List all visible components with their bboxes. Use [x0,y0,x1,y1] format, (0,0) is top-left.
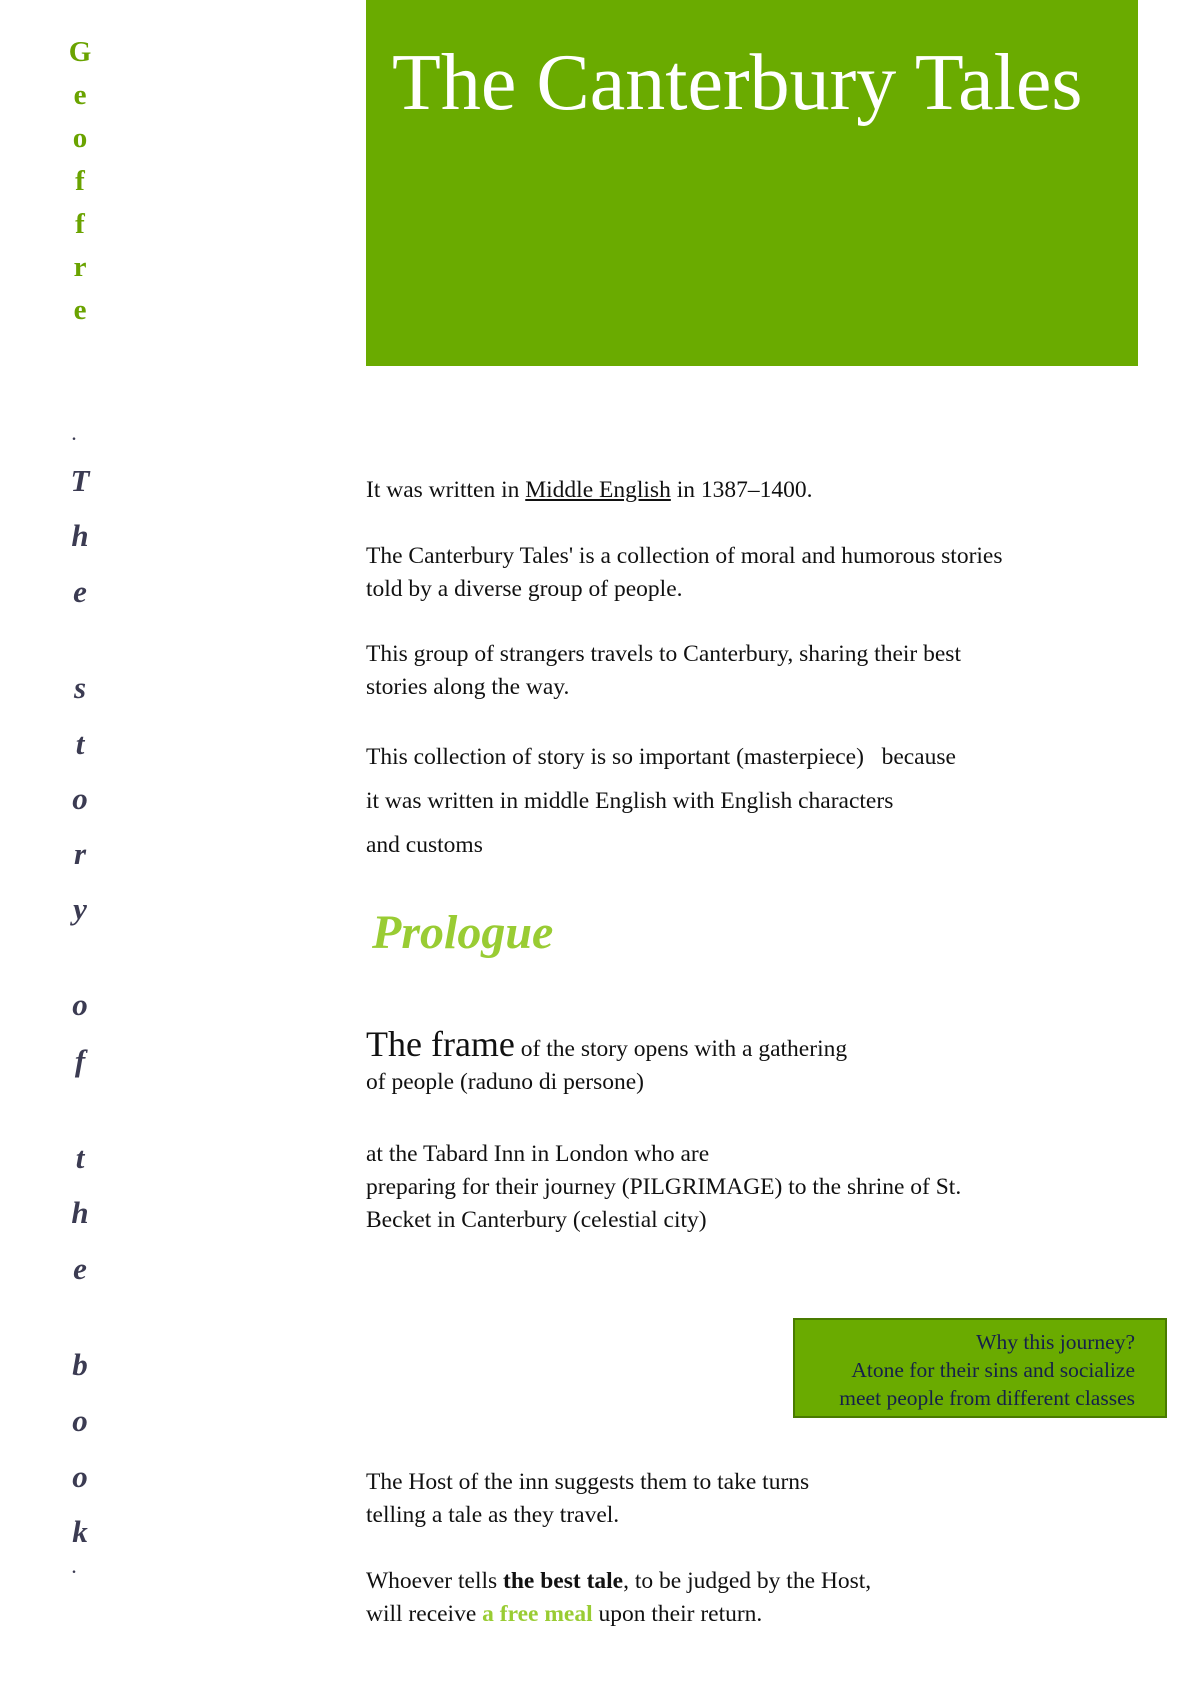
sidebar-letter: o [72,987,88,1022]
sidebar-letter: b [72,1347,88,1382]
text-span: It was written in [366,477,526,503]
sidebar-letter: e [73,574,87,609]
section-heading-prologue: Prologue [372,906,554,959]
sidebar-letter: r [73,251,87,283]
callout-line: Atone for their sins and socialize [851,1358,1135,1382]
intro-paragraph-4 [366,735,956,867]
text-span: , to be judged by the Host, [623,1568,872,1594]
sidebar-letter: G [68,36,92,68]
callout-box [793,1318,1167,1418]
callout-line: Why this journey? [976,1330,1135,1354]
text-line: preparing for their journey (PILGRIMAGE) to the shrine of St. [366,1174,962,1200]
sidebar-letter: h [71,1195,89,1230]
text-line: The Host of the inn suggests them to take turns [366,1469,810,1495]
callout-line: meet people from different classes [839,1386,1135,1410]
sidebar-letter: s [73,670,87,705]
intro-paragraph-1 [366,474,812,507]
text-line: This collection of story is so important (masterpiece) because [366,744,956,770]
page-title: The Canterbury Tales [392,39,1083,127]
text-line: it was written in middle English with English characters [366,788,894,814]
text-line: This group of strangers travels to Canterbury, sharing their best [366,641,961,667]
sidebar-letter: e [73,79,87,111]
sidebar-letter: o [72,781,88,816]
sidebar-dot: . [71,1553,77,1578]
sidebar-letter: h [71,518,89,553]
sidebar-letter: o [72,1403,88,1438]
text-line: telling a tale as they travel. [366,1502,620,1528]
sidebar-letter: e [73,294,87,326]
text-line: The Canterbury Tales' is a collection of moral and humorous stories [366,543,1003,569]
sidebar-letter: o [72,1459,88,1494]
sidebar-letter: f [75,165,85,197]
inn-paragraph [366,1138,961,1237]
text-span: in 1387–1400. [670,477,813,503]
frame-paragraph [366,1024,848,1099]
text-line: told by a diverse group of people. [366,576,683,602]
sidebar-letter: r [73,836,87,871]
middle-english-link: Middle English [525,477,671,503]
sidebar-letter: k [72,1514,88,1549]
intro-paragraph-3 [366,638,961,704]
sidebar-letter: t [75,726,85,761]
text-line: stories along the way. [366,674,570,700]
reward-paragraph [366,1565,871,1631]
sidebar-letter: f [74,1043,86,1078]
host-paragraph [366,1466,809,1532]
free-meal-highlight: a free meal [482,1601,593,1627]
sidebar-letter: y [73,891,87,926]
text-line: at the Tabard Inn in London who are [366,1141,710,1167]
sidebar-letter: e [73,1251,87,1286]
text-span: Whoever tells [366,1568,504,1594]
sidebar-letter: f [75,208,85,240]
sidebar-letter: T [70,463,90,498]
intro-paragraph-2 [366,540,1003,606]
text-line: Becket in Canterbury (celestial city) [366,1207,707,1233]
title-banner [366,0,1138,366]
sidebar-dot: . [71,420,77,445]
text-line: of people (raduno di persone) [366,1069,644,1095]
frame-lead: The frame [366,1024,515,1064]
text-span: of the story opens with a gathering [514,1036,848,1062]
text-span: will receive [366,1601,483,1627]
sidebar-letter: o [72,122,88,154]
text-line: and customs [366,832,483,858]
text-span: upon their return. [592,1601,763,1627]
sidebar-letter: t [75,1140,85,1175]
best-tale-emphasis: the best tale [503,1568,624,1594]
